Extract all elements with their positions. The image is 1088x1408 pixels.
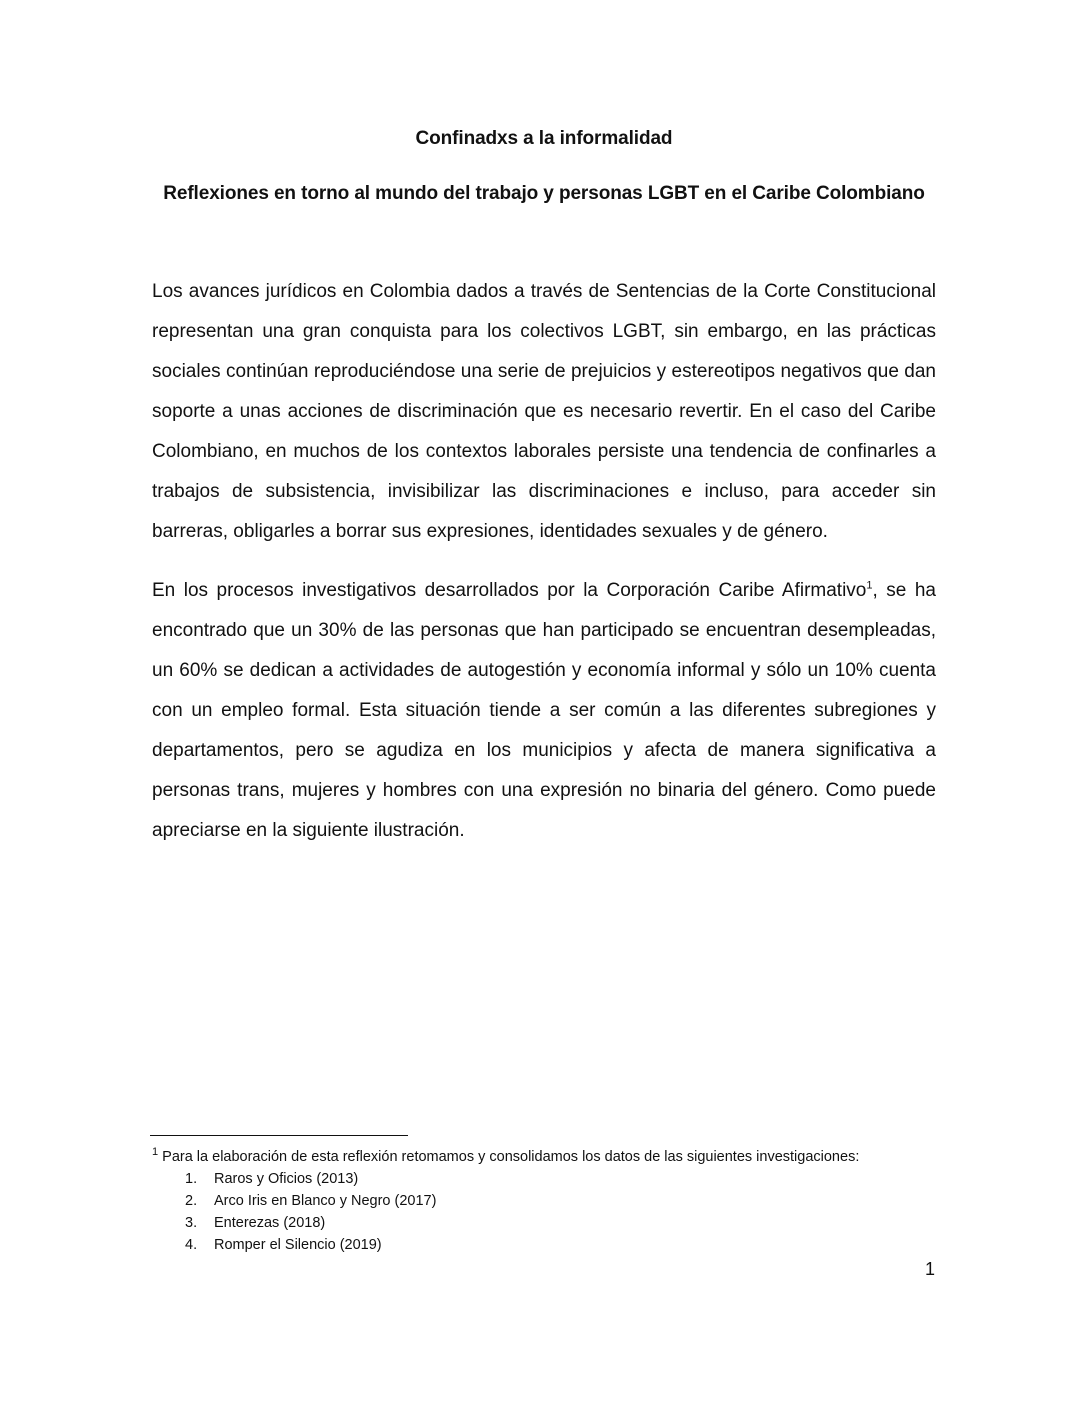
- footnote-list-item: [152, 1190, 952, 1212]
- footnote-list-item: [152, 1212, 952, 1234]
- paragraph-2-text-before-ref: En los procesos investigativos desarrollados por la Corporación Caribe Afirmativo: [152, 580, 867, 601]
- page-number: 1: [924, 1259, 935, 1279]
- footnote-reference[interactable]: 1: [866, 579, 873, 592]
- footnote-list-item: [152, 1234, 952, 1256]
- body-paragraph-2: [152, 571, 936, 851]
- list-item-number: 3.: [185, 1215, 198, 1231]
- list-item-text: Arco Iris en Blanco y Negro (2017): [214, 1193, 437, 1209]
- footnote-list-item: [152, 1168, 952, 1190]
- document-subtitle: Reflexiones en torno al mundo del trabajo y personas LGBT en el Caribe Colombiano: [163, 183, 925, 204]
- list-item-text: Romper el Silencio (2019): [214, 1237, 382, 1253]
- body-paragraph-1: [152, 272, 936, 552]
- list-item-number: 4.: [185, 1237, 198, 1253]
- list-item-number: 2.: [185, 1193, 198, 1209]
- footnote-marker: 1: [152, 1146, 159, 1159]
- paragraph-1-text: Los avances jurídicos en Colombia dados a través de Sentencias de la Corte Constitucional representan una gran conquista para los colectivos LGBT, sin embargo, en las prácticas sociales continúan reproduciéndose una serie de prejuicios y estereotipos negativos que dan soporte a unas acciones de discriminación que es necesario revertir. En el caso del Caribe Colombiano, en muchos de los contextos laborales persiste una tendencia de confinarles a trabajos de subsistencia, invisibilizar las discriminaciones e incluso, para acceder sin barreras, obligarles a borrar sus expresiones, identidades sexuales y de género.: [152, 281, 936, 542]
- document-title: Confinadxs a la informalidad: [415, 128, 673, 149]
- footnote-separator: [150, 1135, 408, 1136]
- footnote-list: [152, 1168, 952, 1256]
- footnote-text: Para la elaboración de esta reflexión retomamos y consolidamos los datos de las siguientes investigaciones:: [158, 1149, 860, 1165]
- footnote: [152, 1146, 952, 1256]
- paragraph-2-text-after-ref: , se ha encontrado que un 30% de las personas que han participado se encuentran desempleadas, un 60% se dedican a actividades de autogestión y economía informal y sólo un 10% cuenta con un empleo formal. Esta situación tiende a ser común a las diferentes subregiones y departamentos, pero se agudiza en los municipios y afecta de manera significativa a personas trans, mujeres y hombres con una expresión no binaria del género. Como puede apreciarse en la siguiente ilustración.: [152, 580, 936, 841]
- footnote-intro: [152, 1146, 952, 1168]
- list-item-text: Raros y Oficios (2013): [214, 1171, 359, 1187]
- list-item-number: 1.: [185, 1171, 198, 1187]
- list-item-text: Enterezas (2018): [214, 1215, 326, 1231]
